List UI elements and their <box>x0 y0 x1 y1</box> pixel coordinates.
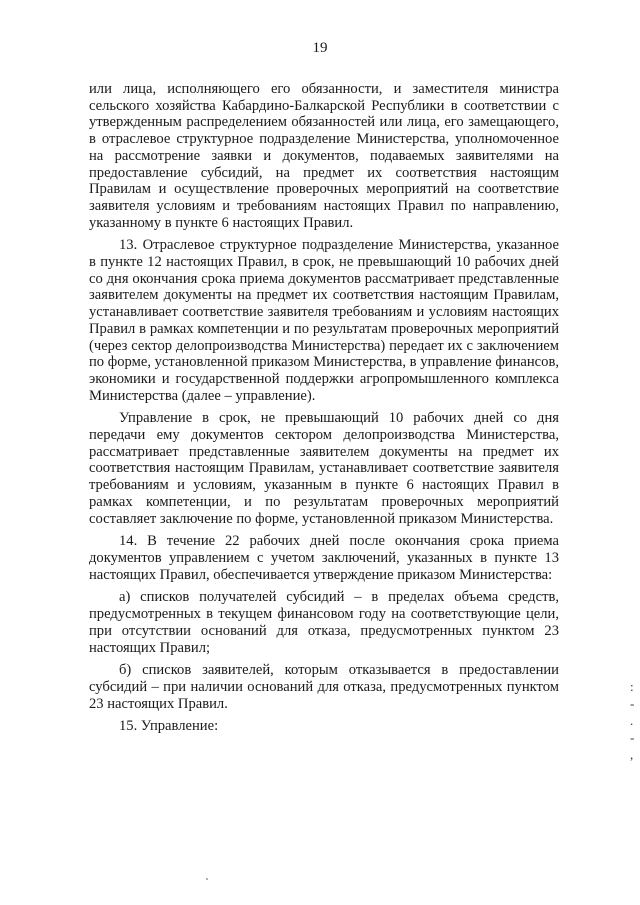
scan-edge-artifacts: : - . - , <box>630 679 635 762</box>
paragraph-item-15: 15. Управление: <box>119 718 219 735</box>
paragraph-continuation: или лица, исполняющего его обязанности, и заместителя министра сельского хозяйства Кабардино-Балкарской Республики в соответствии с утвержденным распределением обязанностей или лица, его замещающего, в отраслевое структурное подразделение Министерства, уполномоченное на рассмотрение заявки и документов, подаваемых заявителями на предоставление субсидий, на предмет их соответствия настоящим Правилам и осуществление проверочных мероприятий на соответствие заявителя условиям и требованиям настоящих Правил по направлению, указанному в пункте 6 настоящих Правил. <box>89 81 559 231</box>
page-number: 19 <box>312 40 328 56</box>
paragraph-item-14: 14. В течение 22 рабочих дней после окончания срока приема документов управлением с учетом заключений, указанных в пункте 13 настоящих Правил, обеспечивается утверждение приказом Министерства: <box>89 533 559 583</box>
paragraph-item-14b: б) списков заявителей, которым отказывается в предоставлении субсидий – при наличии оснований для отказа, предусмотренных пунктом 23 настоящих Правил. <box>89 662 559 712</box>
scan-speck <box>206 878 208 880</box>
paragraph-item-13: 13. Отраслевое структурное подразделение Министерства, указанное в пункте 12 настоящих Правил, в срок, не превышающий 10 рабочих дней со дня окончания срока приема документов рассматривает представленные заявителем документы на предмет их соответствия настоящим Правилам, устанавливает соответствие заявителя требованиям и условиям настоящих Правил в рамках компетенции и по результатам проверочных мероприятий (через сектор делопроизводства Министерства) передает их с заключением по форме, установленной приказом Министерства, в управление финансов, экономики и государственной поддержки агропромышленного комплекса Министерства (далее – управление). <box>89 237 559 404</box>
paragraph-management-review: Управление в срок, не превышающий 10 рабочих дней со дня передачи ему документов сектором делопроизводства Министерства, рассматривает представленные заявителем документы на предмет их соответствия настоящим Правилам, устанавливает соответствие заявителя требованиям и условиям, указанным в пункте 6 настоящих Правил в рамках компетенции, и по результатам проверочных мероприятий составляет заключение по форме, установленной приказом Министерства. <box>89 410 559 527</box>
paragraph-item-14a: а) списков получателей субсидий – в пределах объема средств, предусмотренных в текущем финансовом году на соответствующие цели, при отсутствии оснований для отказа, предусмотренных пунктом 23 настоящих Правил; <box>89 589 559 656</box>
document-body <box>89 81 559 735</box>
